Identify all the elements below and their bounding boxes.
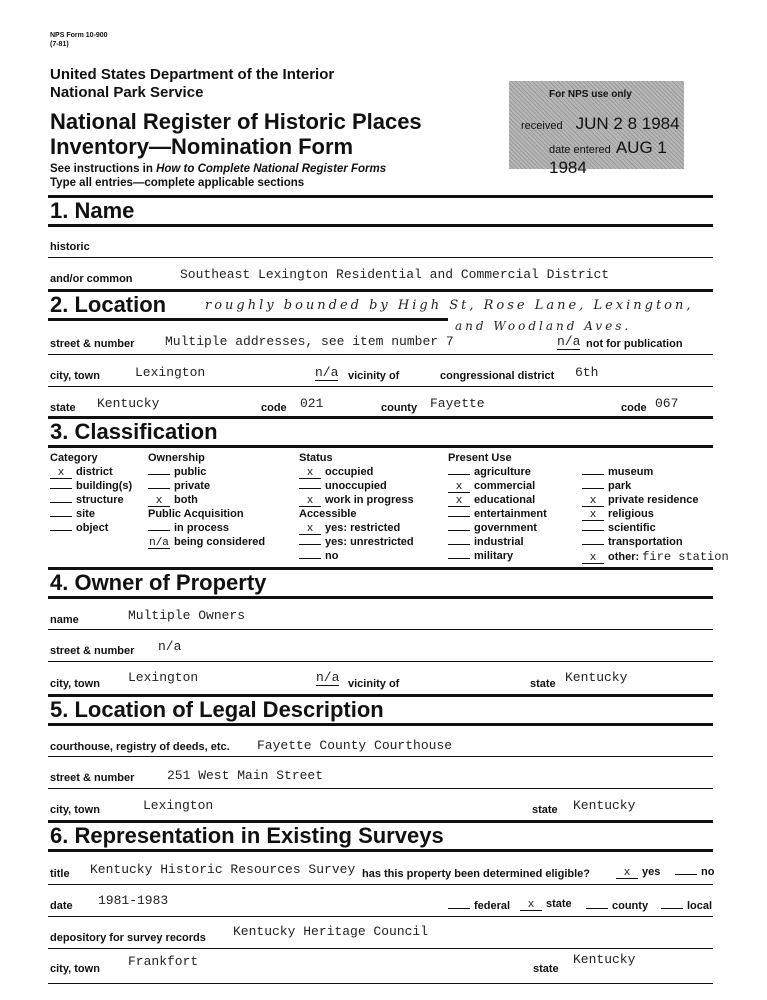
category-list [50, 466, 132, 536]
legal-street-label: street & number [50, 772, 135, 784]
status-item[interactable]: unoccupied [299, 480, 414, 494]
category-item[interactable]: site [50, 508, 132, 522]
eligible-yes[interactable]: x yes [616, 866, 660, 879]
survey-title-value: Kentucky Historic Resources Survey [90, 862, 356, 877]
accessible-heading: Accessible [299, 508, 357, 520]
owner-street-value: n/a [158, 639, 182, 654]
divider [48, 849, 713, 852]
use-item[interactable]: entertainment [448, 508, 547, 522]
use-item[interactable]: transportation [582, 536, 729, 550]
use-item[interactable]: x private residence [582, 494, 729, 508]
ownership-item[interactable]: private [148, 480, 210, 494]
eligible-question: has this property been determined eligible? [362, 868, 590, 880]
owner-vicinity-value: n/a [316, 670, 340, 685]
level-federal[interactable]: federal [448, 900, 510, 912]
legal-city-value: Lexington [143, 798, 214, 813]
form-number: NPS Form 10-900 [50, 32, 108, 39]
accessible-item[interactable]: no [299, 550, 414, 564]
divider [48, 354, 713, 355]
divider [48, 756, 713, 757]
use-item[interactable]: scientific [582, 522, 729, 536]
present-use-list-1 [448, 466, 547, 564]
use-item[interactable]: x educational [448, 494, 547, 508]
city-value: Lexington [135, 365, 206, 380]
stamp-heading: For NPS use only [549, 89, 632, 100]
use-item[interactable]: park [582, 480, 729, 494]
use-item[interactable]: x commercial [448, 480, 547, 494]
accessible-item[interactable]: yes: unrestricted [299, 536, 414, 550]
courthouse-value: Fayette County Courthouse [257, 738, 453, 753]
divider [48, 386, 713, 387]
category-item[interactable]: x district [50, 466, 132, 480]
depository-label: depository for survey records [50, 932, 206, 944]
divider [48, 318, 448, 321]
county-label: county [381, 402, 418, 414]
status-heading: Status [299, 452, 333, 464]
acquisition-item[interactable]: n/a being considered [149, 536, 266, 549]
category-heading: Category [50, 452, 98, 464]
code-label: code [261, 402, 287, 414]
status-item[interactable]: x occupied [299, 466, 414, 480]
use-item[interactable]: military [448, 550, 547, 564]
survey-state-label: state [533, 963, 559, 975]
handwritten-boundary-line2: and Woodland Aves. [455, 319, 632, 333]
owner-name-value: Multiple Owners [128, 608, 246, 623]
present-use-heading: Present Use [448, 452, 512, 464]
divider [48, 916, 713, 917]
present-use-list-2 [582, 466, 729, 564]
legal-state-label: state [532, 804, 558, 816]
handwritten-boundary-line1: roughly bounded by High St, Rose Lane, Lexington, [205, 298, 694, 313]
nps-use-stamp [509, 81, 684, 177]
common-name-value: Southeast Lexington Residential and Commercial District [180, 267, 610, 282]
survey-city-value: Frankfort [128, 954, 199, 969]
vicinity-label: vicinity of [348, 370, 400, 382]
acquisition-list [148, 522, 265, 550]
form-title-line2: Inventory—Nomination Form [50, 134, 354, 159]
section-3-heading: 3. Classification [50, 419, 218, 444]
owner-vicinity-label: vicinity of [348, 678, 400, 690]
instructions-line1: See instructions in How to Complete National Register Forms [50, 163, 387, 175]
nfp-label: not for publication [586, 338, 683, 350]
entered-date: AUG 1 1984 [549, 138, 667, 177]
county-code-label: code [621, 402, 647, 414]
accessible-item[interactable]: x yes: restricted [299, 522, 414, 536]
divider [48, 257, 713, 258]
city-label: city, town [50, 370, 100, 382]
county-code-value: 067 [655, 396, 679, 411]
status-list [299, 466, 414, 508]
street-label: street & number [50, 338, 135, 350]
owner-street-label: street & number [50, 645, 135, 657]
owner-state-value: Kentucky [565, 670, 628, 685]
street-value: Multiple addresses, see item number 7 [165, 334, 454, 349]
survey-state-value: Kentucky [573, 952, 636, 967]
congressional-label: congressional district [440, 370, 555, 382]
divider [48, 195, 713, 198]
accessible-list [299, 522, 414, 564]
courthouse-label: courthouse, registry of deeds, etc. [50, 741, 230, 753]
department-name: United States Department of the Interior [50, 66, 335, 83]
vicinity-value: n/a [315, 365, 339, 380]
category-item[interactable]: object [50, 522, 132, 536]
category-item[interactable]: structure [50, 494, 132, 508]
acquisition-item[interactable]: in process [148, 522, 265, 536]
ownership-item[interactable]: public [148, 466, 210, 480]
congressional-value: 6th [575, 365, 599, 380]
divider [48, 723, 713, 726]
owner-city-label: city, town [50, 678, 100, 690]
level-state[interactable]: x state [520, 898, 572, 911]
use-item[interactable]: agriculture [448, 466, 547, 480]
category-item[interactable]: building(s) [50, 480, 132, 494]
survey-date-label: date [50, 900, 73, 912]
instructions-line2: Type all entries—complete applicable sections [50, 177, 305, 189]
agency-name: National Park Service [50, 84, 204, 101]
divider [48, 445, 713, 448]
form-revision: (7-81) [50, 41, 69, 48]
divider [48, 884, 713, 885]
stamp-received: received JUN 2 8 1984 [521, 114, 680, 133]
ownership-list [148, 466, 210, 508]
survey-title-label: title [50, 868, 70, 880]
survey-date-value: 1981-1983 [98, 893, 169, 908]
section-6-heading: 6. Representation in Existing Surveys [50, 823, 444, 848]
use-item[interactable]: industrial [448, 536, 547, 550]
section-4-heading: 4. Owner of Property [50, 570, 267, 595]
depository-value: Kentucky Heritage Council [233, 924, 429, 939]
state-label: state [50, 402, 76, 414]
ownership-heading: Ownership [148, 452, 205, 464]
historic-label: historic [50, 241, 90, 253]
divider [48, 629, 713, 630]
divider [48, 596, 713, 599]
instructions-reference: How to Complete National Register Forms [156, 163, 387, 175]
level-local[interactable]: local [661, 900, 712, 912]
section-1-heading: 1. Name [50, 198, 135, 223]
eligible-no[interactable]: no [675, 866, 714, 878]
legal-state-value: Kentucky [573, 798, 636, 813]
divider [48, 788, 713, 789]
section-5-heading: 5. Location of Legal Description [50, 697, 384, 722]
state-value: Kentucky [97, 396, 160, 411]
use-item[interactable]: museum [582, 466, 729, 480]
status-item[interactable]: x work in progress [299, 494, 414, 508]
owner-city-value: Lexington [128, 670, 199, 685]
nfp-value: n/a [557, 334, 581, 349]
owner-name-label: name [50, 614, 79, 626]
county-value: Fayette [430, 396, 485, 411]
other-use-value: fire station [642, 550, 729, 564]
received-date: JUN 2 8 1984 [575, 114, 680, 133]
use-item[interactable]: government [448, 522, 547, 536]
legal-street-value: 251 West Main Street [167, 768, 324, 783]
use-item[interactable]: x religious [582, 508, 729, 522]
use-item-other[interactable]: x other: fire station [582, 550, 729, 564]
survey-city-label: city, town [50, 963, 100, 975]
level-county[interactable]: county [586, 900, 648, 912]
section-2-heading: 2. Location [50, 292, 167, 317]
divider [48, 948, 713, 949]
ownership-item[interactable]: x both [148, 494, 210, 508]
legal-city-label: city, town [50, 804, 100, 816]
divider [48, 661, 713, 662]
divider [48, 983, 713, 984]
code-value: 021 [300, 396, 324, 411]
acquisition-heading: Public Acquisition [148, 508, 244, 520]
form-title-line1: National Register of Historic Places [50, 109, 422, 134]
common-name-label: and/or common [50, 273, 133, 285]
stamp-entered: date entered AUG 1 1984 [549, 138, 667, 177]
owner-state-label: state [530, 678, 556, 690]
divider [48, 224, 713, 227]
